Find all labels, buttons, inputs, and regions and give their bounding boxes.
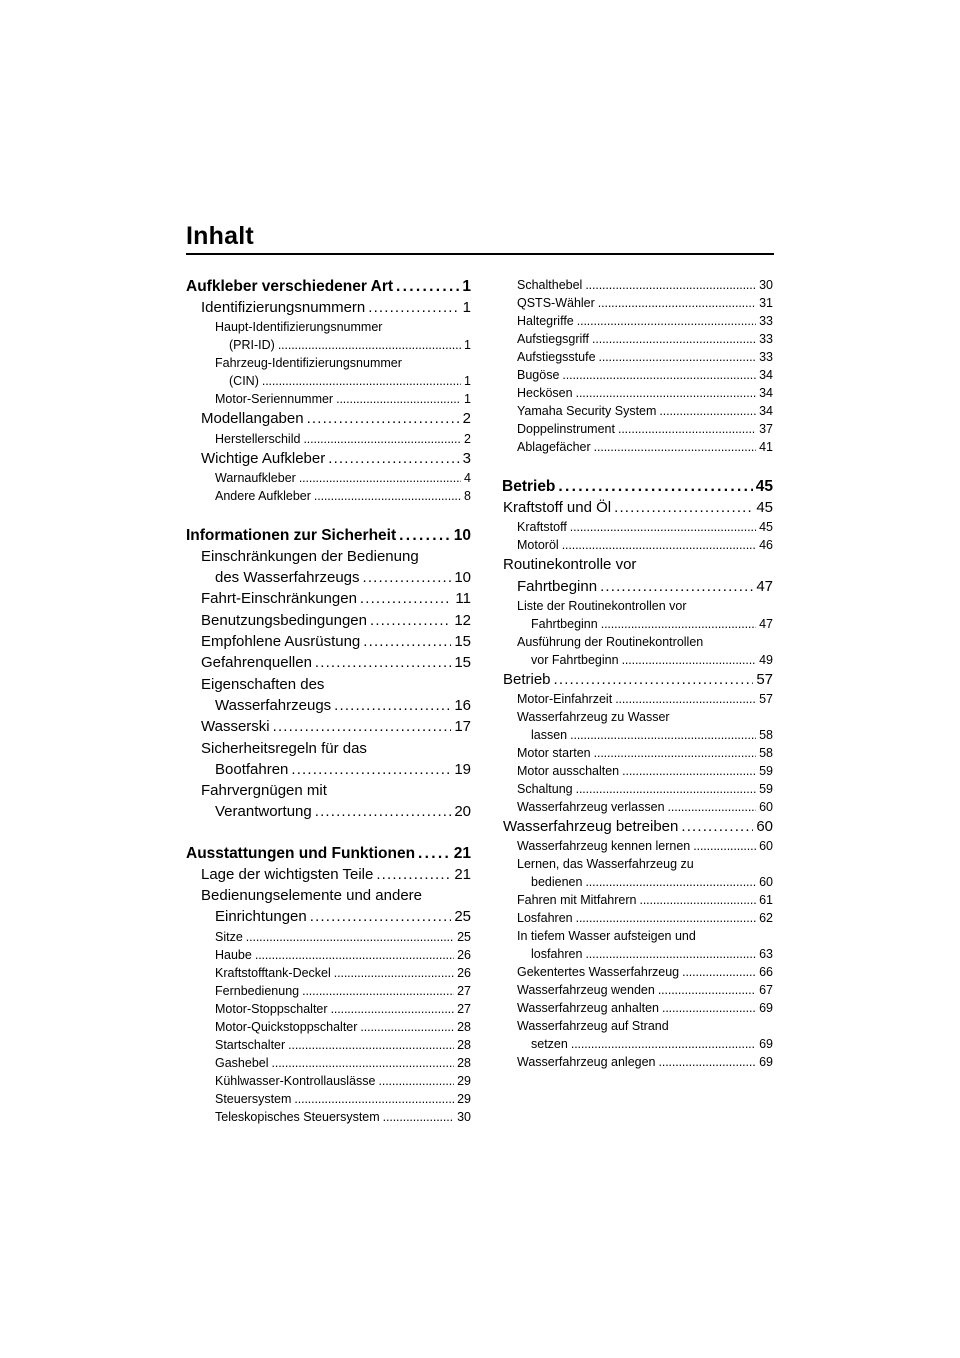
toc-page-number: 2 [462,410,471,428]
toc-entry-title: Fahrzeug-Identifizierungsnummer [215,356,402,371]
toc-section-heading[interactable] [502,476,773,497]
dot-leader [600,576,753,597]
toc-entry-title: Identifizierungsnummern [201,299,366,316]
toc-subentry[interactable] [502,420,773,438]
toc-entry-title: Aufstiegsgriff [517,332,590,346]
toc-subentry[interactable] [186,1036,471,1054]
toc-entry-title: Ablagefächer [517,440,591,454]
dot-leader [554,669,754,690]
toc-page-number: 41 [759,440,773,454]
toc-entry-title: des Wasserfahrzeugs [215,569,360,587]
toc-entry-title: QSTS-Wähler [517,296,595,310]
toc-entry-title: Motor starten [517,746,591,761]
dot-leader [363,567,452,588]
toc-section-heading[interactable] [186,843,471,864]
toc-page-number: 45 [756,499,773,516]
dot-leader [376,864,451,885]
dot-leader [592,330,756,348]
toc-page-number: 1 [462,278,471,295]
dot-leader [310,906,452,927]
dot-leader [307,408,460,429]
toc-subentry[interactable] [502,744,773,762]
toc-page-number: 30 [759,278,773,292]
dot-leader [598,294,756,312]
toc-entry-title: Motor-Stoppschalter [215,1001,328,1016]
toc-subentry[interactable] [502,402,773,420]
toc-entry-title: Wasserfahrzeug zu Wasser [517,710,670,725]
toc-subentry[interactable] [186,1072,471,1090]
toc-entry-title: Fernbedienung [215,983,300,998]
toc-subentry[interactable] [186,354,471,390]
dot-leader [278,336,461,354]
toc-subentry[interactable] [502,762,773,780]
toc-page-number: 33 [759,332,773,346]
toc-entry-title: Benutzungsbedingungen [201,611,367,629]
dot-leader [594,744,756,762]
toc-page-number: 12 [454,611,471,629]
toc-entry-title: Empfohlene Ausrüstung [201,633,361,651]
toc-entry-title: Kühlwasser-Kontrollauslässe [215,1073,376,1088]
toc-page-number: 34 [759,386,773,400]
toc-page-number: 33 [759,350,773,364]
toc-chapter-entry[interactable] [186,588,471,609]
toc-entry-title: Fahren mit Mitfahrern [517,893,637,908]
toc-subentry[interactable] [502,348,773,366]
toc-entry-title: Wasserfahrzeugs [215,696,332,714]
toc-entry-title: Ausführung der Routinekontrollen [517,634,704,649]
toc-page-number: 60 [759,800,773,815]
toc-entry-title: Einrichtungen [215,908,307,926]
toc-subentry[interactable] [186,982,471,1000]
toc-entry-title: Wichtige Aufkleber [201,449,326,467]
toc-subentry[interactable] [502,633,773,669]
toc-subentry[interactable] [502,1053,773,1071]
toc-entry-title: Bootfahren [215,760,289,778]
toc-page-number: 10 [454,569,471,587]
toc-page-number: 69 [759,1055,773,1070]
toc-entry-title: Routinekontrolle vor [503,556,637,574]
toc-page-number: 33 [759,314,773,328]
dot-leader [363,631,451,652]
toc-chapter-entry[interactable] [186,448,471,469]
toc-entry-title: Kraftstoff und Öl [503,499,612,516]
toc-entry-title: Motor ausschalten [517,764,620,779]
toc-chapter-entry[interactable] [186,885,471,928]
dot-leader [396,276,459,297]
toc-subentry[interactable] [502,999,773,1017]
toc-page-number: 37 [759,422,773,436]
toc-chapter-entry[interactable] [186,652,471,673]
dot-leader [681,816,753,837]
toc-subentry[interactable] [502,963,773,981]
toc-chapter-entry[interactable] [502,669,773,690]
toc-page-number: 26 [457,965,471,980]
toc-chapter-entry[interactable] [186,674,471,717]
toc-page-number: 58 [759,728,773,743]
dot-leader [336,390,461,408]
dot-leader [615,690,756,708]
toc-entry-title: Warnaufkleber [215,470,296,485]
toc-page-number: 58 [759,746,773,761]
toc-entry-title: Lage der wichtigsten Teile [201,865,374,883]
dot-leader [618,420,756,438]
toc-entry-title: Einschränkungen der Bedienung [201,547,419,565]
toc-entry-title: Motor-Einfahrzeit [517,692,613,707]
toc-entry-title: Heckösen [517,386,573,400]
toc-entry-title: Wasserfahrzeug anlegen [517,1055,656,1070]
dot-leader [577,312,756,330]
toc-subentry[interactable] [186,487,471,505]
section-gap [502,456,773,476]
toc-subentry[interactable] [502,690,773,708]
toc-page-number: 69 [759,1001,773,1016]
dot-leader [576,384,757,402]
toc-subentry[interactable] [186,469,471,487]
dot-leader [622,651,757,669]
toc-page-number: 57 [756,670,773,688]
toc-entry-title: Sicherheitsregeln für das [201,739,367,757]
toc-page-number: 62 [759,911,773,926]
toc-entry-title: Aufkleber verschiedener Art [186,278,394,295]
toc-entry-title: Schalthebel [517,278,583,292]
toc-entry-title: Bugöse [517,368,560,382]
toc-page-number: 27 [457,983,471,998]
toc-subentry[interactable] [186,964,471,982]
title-rule [186,253,774,255]
toc-page-number: 1 [462,299,471,316]
toc-subentry[interactable] [502,312,773,330]
toc-chapter-entry[interactable] [502,554,773,597]
toc-page-number: 1 [464,338,471,353]
toc-page-number: 26 [457,947,471,962]
toc-chapter-entry[interactable] [186,864,471,885]
toc-page-number: 27 [457,1001,471,1016]
toc-entry-title: Betrieb [503,670,551,688]
dot-leader [585,873,756,891]
toc-subentry[interactable] [186,946,471,964]
toc-page-number: 59 [759,782,773,797]
toc-chapter-entry[interactable] [502,816,773,837]
toc-page-number: 45 [755,478,773,495]
dot-leader [328,448,459,469]
toc-entry-title: Betrieb [502,478,556,495]
toc-section-heading[interactable] [186,525,471,546]
toc-right-column [502,276,773,1071]
dot-leader [303,430,461,448]
toc-subentry[interactable] [502,909,773,927]
toc-entry-title: Gashebel [215,1055,269,1070]
toc-entry-title: Haupt-Identifizierungsnummer [215,320,383,335]
toc-subentry[interactable] [502,384,773,402]
dot-leader [302,982,454,1000]
section-gap [186,505,471,525]
dot-leader [570,518,756,536]
toc-page-number: 25 [454,908,471,926]
dot-leader [315,801,452,822]
toc-subentry[interactable] [502,276,773,294]
toc-subentry[interactable] [502,708,773,744]
toc-entry-title: Informationen zur Sicherheit [186,526,397,544]
toc-section-heading[interactable] [186,276,471,297]
toc-page-number: 46 [759,538,773,553]
toc-entry-title: Fahrvergnügen mit [201,782,327,800]
toc-page-number: 28 [457,1019,471,1034]
toc-entry-title: Gefahrenquellen [201,654,312,672]
toc-subentry[interactable] [502,518,773,536]
toc-entry-title: Fahrtbeginn [531,616,598,631]
toc-page-number: 28 [457,1037,471,1052]
toc-subentry[interactable] [502,330,773,348]
toc-subentry[interactable] [186,928,471,946]
dot-leader [659,1053,757,1071]
toc-chapter-entry[interactable] [186,408,471,429]
toc-subentry[interactable] [186,390,471,408]
dot-leader [558,476,752,497]
toc-entry-title: Kraftstoff [517,520,567,535]
toc-subentry[interactable] [502,798,773,816]
toc-page-number: 28 [457,1055,471,1070]
dot-leader [294,1090,454,1108]
toc-entry-title: Wasserski [201,718,270,736]
toc-page-number: 31 [759,296,773,310]
toc-subentry[interactable] [502,837,773,855]
dot-leader [585,945,756,963]
toc-subentry[interactable] [502,981,773,999]
toc-page-number: 29 [457,1073,471,1088]
dot-leader [334,964,454,982]
toc-page-number: 49 [759,652,773,667]
dot-leader [399,525,451,546]
dot-leader [585,276,756,294]
toc-page-number: 1 [464,374,471,389]
toc-entry-title: Aufstiegsstufe [517,350,596,364]
toc-subentry[interactable] [502,891,773,909]
dot-leader [594,438,756,456]
dot-leader [659,402,756,420]
toc-subentry[interactable] [502,927,773,963]
dot-leader [288,1036,454,1054]
toc-page-number: 61 [759,893,773,908]
dot-leader [379,1072,455,1090]
toc-entry-title: (PRI-ID) [229,338,275,353]
dot-leader [315,652,451,673]
dot-leader [314,487,461,505]
toc-subentry[interactable] [186,1090,471,1108]
toc-entry-title: Bedienungselemente und andere [201,887,423,905]
dot-leader [418,843,451,864]
toc-entry-title: Haltegriffe [517,314,574,328]
toc-page-number: 45 [759,520,773,535]
toc-entry-title: Sitze [215,929,243,944]
toc-page-number: 17 [454,718,471,736]
toc-page-number: 11 [455,590,471,608]
toc-entry-title: Wasserfahrzeug verlassen [517,800,665,815]
dot-leader [599,348,757,366]
toc-page-number: 30 [457,1109,471,1124]
dot-leader [562,366,756,384]
toc-subentry[interactable] [186,1054,471,1072]
dot-leader [368,297,459,318]
toc-page-number: 3 [462,449,471,467]
toc-subentry[interactable] [186,1000,471,1018]
toc-entry-title: Ausstattungen und Funktionen [186,844,416,862]
toc-subentry[interactable] [502,1017,773,1053]
toc-entry-title: Steuersystem [215,1091,292,1106]
toc-page-number: 15 [454,654,471,672]
toc-page-number: 21 [454,865,471,883]
toc-entry-title: Wasserfahrzeug betreiben [503,818,679,836]
toc-page-number: 21 [453,844,471,862]
toc-page-number: 67 [759,983,773,998]
dot-leader [334,695,451,716]
toc-page-number: 60 [759,875,773,890]
toc-page-number: 34 [759,368,773,382]
dot-leader [383,1108,454,1126]
toc-subentry[interactable] [186,318,471,354]
dot-leader [272,1054,455,1072]
toc-subentry[interactable] [186,430,471,448]
toc-entry-title: Wasserfahrzeug anhalten [517,1001,659,1016]
toc-page-number: 69 [759,1037,773,1052]
toc-page-number: 1 [464,392,471,407]
toc-entry-title: Losfahren [517,911,573,926]
toc-chapter-entry[interactable] [502,497,773,518]
toc-entry-title: Motor-Quickstoppschalter [215,1019,358,1034]
toc-entry-title: losfahren [531,947,583,962]
toc-page-number: 15 [454,633,471,651]
toc-chapter-entry[interactable] [186,780,471,823]
dot-leader [668,798,757,816]
toc-entry-title: Haube [215,947,252,962]
dot-leader [571,1035,756,1053]
dot-leader [246,928,454,946]
toc-chapter-entry[interactable] [186,738,471,781]
dot-leader [370,610,451,631]
toc-chapter-entry[interactable] [186,610,471,631]
dot-leader [614,497,753,518]
toc-entry-title: Schaltung [517,782,573,797]
toc-page-number: 25 [457,929,471,944]
dot-leader [291,759,451,780]
toc-subentry[interactable] [502,366,773,384]
dot-leader [562,536,756,554]
toc-entry-title: Startschalter [215,1037,286,1052]
toc-page-number: 16 [454,696,471,714]
toc-entry-title: setzen [531,1037,568,1052]
toc-chapter-entry[interactable] [186,297,471,318]
toc-entry-title: lassen [531,728,568,743]
toc-chapter-entry[interactable] [186,631,471,652]
toc-entry-title: Motor-Seriennummer [215,392,334,407]
toc-page-number: 10 [453,526,471,544]
toc-page-number: 20 [454,803,471,821]
toc-entry-title: Verantwortung [215,803,312,821]
dot-leader [360,588,453,609]
toc-entry-title: Wasserfahrzeug auf Strand [517,1019,669,1034]
toc-page-number: 47 [759,616,773,631]
dot-leader [693,837,756,855]
dot-leader [682,963,756,981]
toc-subentry[interactable] [502,294,773,312]
dot-leader [255,946,454,964]
toc-entry-title: Herstellerschild [215,431,301,446]
toc-subentry[interactable] [502,597,773,633]
toc-entry-title: (CIN) [229,374,259,389]
toc-page-number: 4 [464,470,471,485]
toc-entry-title: Fahrtbeginn [517,577,598,595]
dot-leader [360,1018,454,1036]
toc-entry-title: Wasserfahrzeug kennen lernen [517,839,691,854]
toc-chapter-entry[interactable] [186,546,471,589]
toc-page-number: 63 [759,947,773,962]
dot-leader [622,762,756,780]
dot-leader [299,469,461,487]
toc-page-number: 34 [759,404,773,418]
dot-leader [662,999,756,1017]
dot-leader [331,1000,455,1018]
toc-left-column [186,276,471,1126]
dot-leader [273,716,452,737]
toc-entry-title: Kraftstofftank-Deckel [215,965,331,980]
toc-entry-title: Liste der Routinekontrollen vor [517,598,687,613]
toc-page-number: 60 [756,818,773,836]
toc-entry-title: vor Fahrtbeginn [531,652,619,667]
dot-leader [262,372,461,390]
toc-subentry[interactable] [502,536,773,554]
toc-entry-title: Motoröl [517,538,559,553]
dot-leader [601,615,756,633]
toc-page-number: 59 [759,764,773,779]
toc-entry-title: Gekentertes Wasserfahrzeug [517,965,680,980]
dot-leader [576,909,756,927]
toc-subentry[interactable] [502,855,773,891]
toc-chapter-entry[interactable] [186,716,471,737]
toc-page-number: 19 [454,760,471,778]
page-title: Inhalt [186,222,254,250]
toc-subentry[interactable] [502,780,773,798]
toc-page-number: 2 [464,431,471,446]
dot-leader [658,981,756,999]
toc-subentry[interactable] [186,1018,471,1036]
toc-page-number: 29 [457,1091,471,1106]
toc-entry-title: Yamaha Security System [517,404,657,418]
toc-entry-title: Modellangaben [201,410,304,428]
toc-page-number: 47 [756,577,773,595]
toc-entry-title: Fahrt-Einschränkungen [201,590,357,608]
toc-page-number: 8 [464,488,471,503]
section-gap [186,823,471,843]
toc-entry-title: Doppelinstrument [517,422,615,436]
toc-entry-title: bedienen [531,875,583,890]
dot-leader [570,726,756,744]
toc-entry-title: Eigenschaften des [201,675,325,693]
toc-entry-title: In tiefem Wasser aufsteigen und [517,929,696,944]
toc-entry-title: Andere Aufkleber [215,488,311,503]
toc-entry-title: Wasserfahrzeug wenden [517,983,655,998]
toc-subentry[interactable] [502,438,773,456]
toc-entry-title: Lernen, das Wasserfahrzeug zu [517,857,694,872]
toc-page-number: 57 [759,692,773,707]
toc-page-number: 60 [759,839,773,854]
dot-leader [576,780,756,798]
dot-leader [639,891,756,909]
toc-page-number: 66 [759,965,773,980]
toc-subentry[interactable] [186,1108,471,1126]
toc-entry-title: Teleskopisches Steuersystem [215,1109,380,1124]
